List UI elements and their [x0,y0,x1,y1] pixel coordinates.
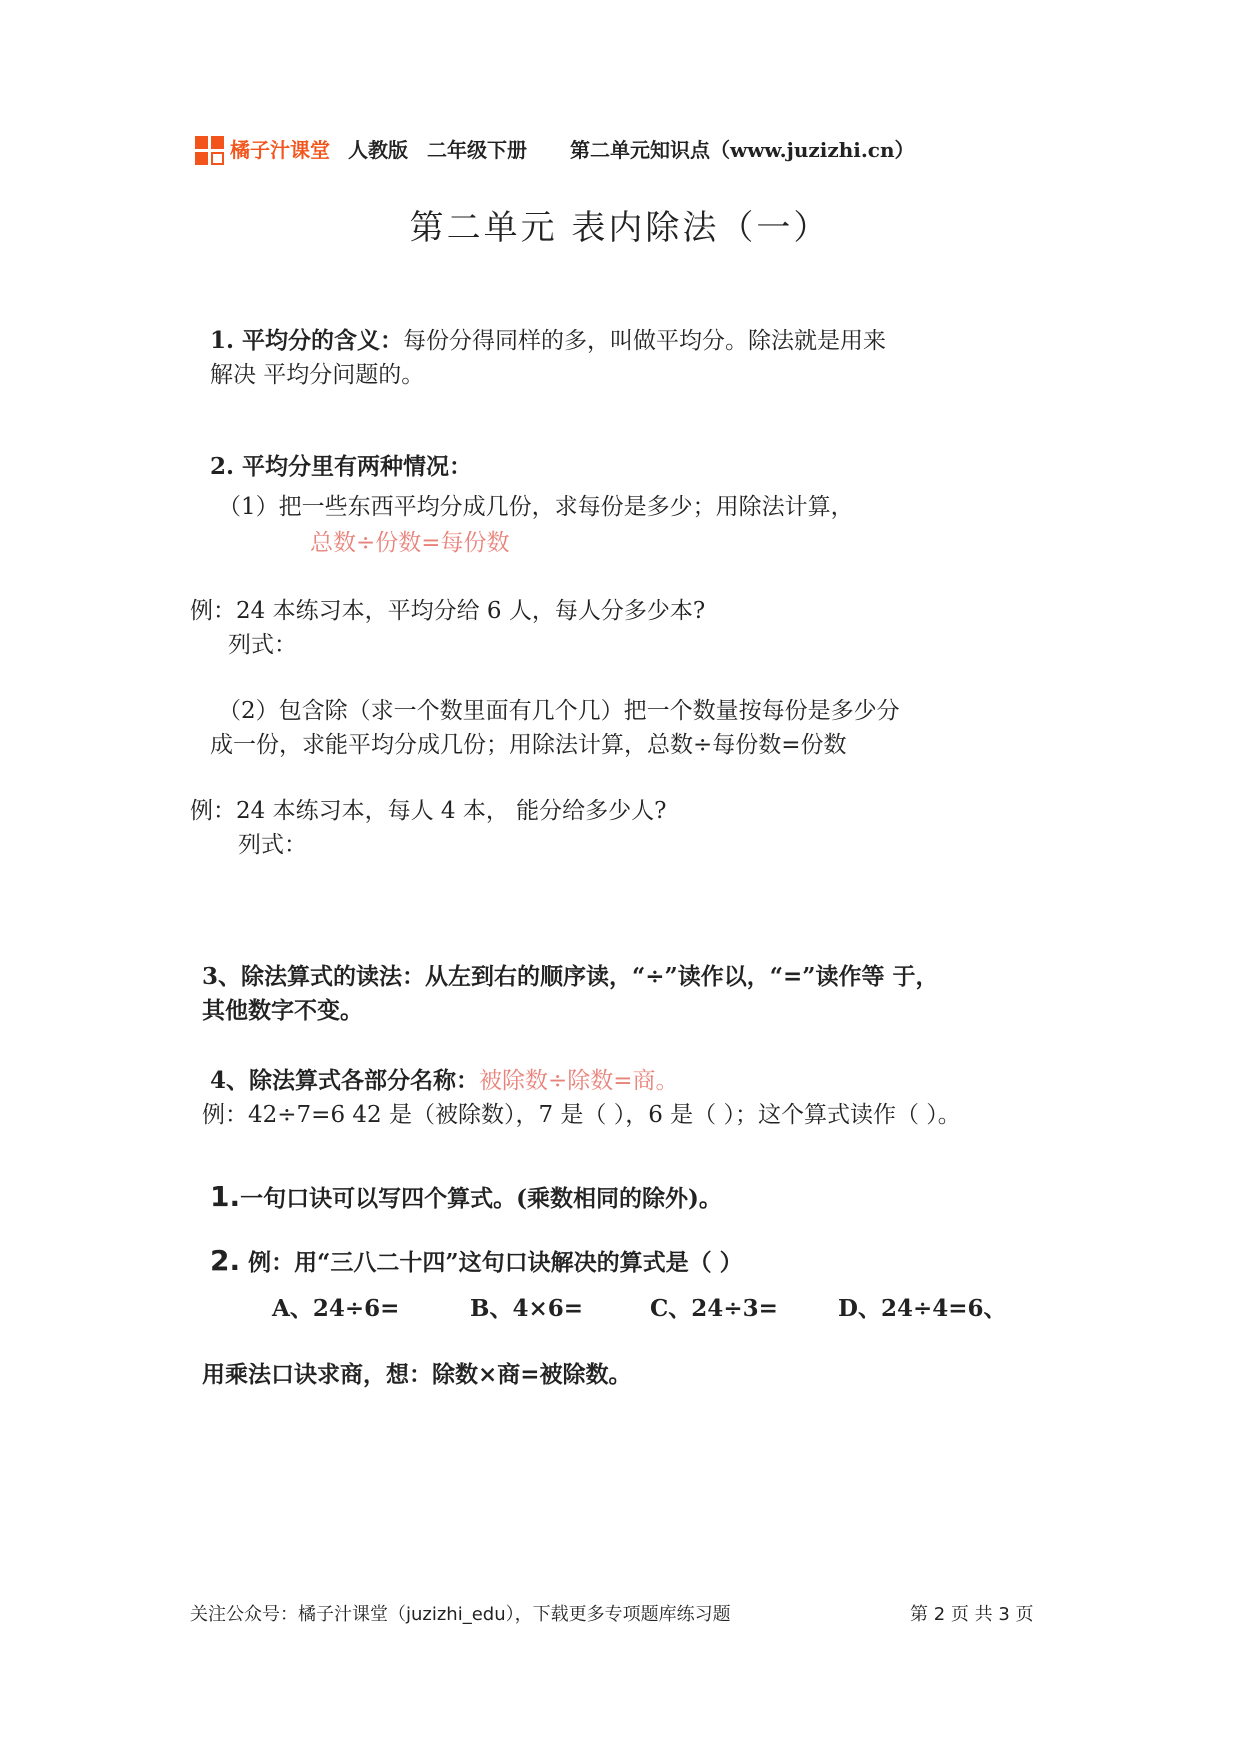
section-4-label: 4、除法算式各部分名称： [210,1067,480,1094]
section-1-label: 1. 平均分的含义： [210,327,404,354]
case-1-text: （1）把一些东西平均分成几份，求每份是多少；用除法计算， [218,494,854,520]
brand-name: 橘子汁课堂 [230,138,330,162]
section-1-text: 每份分得同样的多，叫做平均分。除法就是用来 [403,328,887,354]
section-4-example: 例：42÷7=6 42 是（被除数），7 是（ ），6 是（ ）；这个算式读作（ ）。 [202,1102,961,1128]
tip-2-option-c: C、24÷3= [650,1295,778,1322]
header-edition: 人教版 [348,138,408,162]
section-2-heading: 2. 平均分里有两种情况： [210,453,473,480]
case-2-line-1: （2）包含除（求一个数里面有几个几）把一个数量按每份是多少分 [218,698,900,724]
case-2-line-2: 成一份，求能平均分成几份；用除法计算，总数÷每份数=份数 [210,732,847,758]
tip-2-text: 例：用“三八二十四”这句口诀解决的算式是（ ） [248,1249,743,1276]
tip-2-option-a: A、24÷6= [272,1295,400,1322]
case-1-formula: 总数÷份数=每份数 [310,530,510,556]
closing-note: 用乘法口诀求商，想：除数×商=被除数。 [202,1361,632,1388]
tip-1-number: 1. [210,1180,241,1213]
section-4-formula: 被除数÷除数=商。 [479,1068,679,1094]
section-4-line-1 [210,1062,679,1095]
brand-logo-icon [195,136,225,166]
tip-2-option-d: D、24÷4=6、 [838,1295,1007,1322]
section-3-line-1: 3、除法算式的读法：从左到右的顺序读，“÷”读作以，“=”读作等 于， [202,963,939,990]
example-2-formula: 列式： [238,832,307,858]
footer-promo: 关注公众号：橘子汁课堂（juzizhi_edu），下载更多专项题库练习题 [190,1604,731,1625]
section-1-line-1 [210,322,886,355]
example-1: 例：24 本练习本，平均分给 6 人，每人分多少本? [190,598,706,624]
tip-1-text: 一句口诀可以写四个算式。(乘数相同的除外)。 [240,1185,722,1212]
tip-1 [210,1180,722,1213]
page-title: 第二单元 表内除法（一） [409,208,831,248]
tip-2 [210,1244,743,1277]
section-1-line-2: 解决 平均分问题的。 [210,362,425,388]
example-1-formula: 列式： [228,632,297,658]
tip-2-option-b: B、4×6= [470,1295,583,1322]
page-number: 第 2 页 共 3 页 [910,1604,1034,1625]
tip-2-number: 2. [210,1244,241,1277]
example-2: 例：24 本练习本，每人 4 本， 能分给多少人? [190,798,667,824]
header-grade: 二年级下册 [427,138,527,162]
header-topic: 第二单元知识点（www.juzizhi.cn） [570,138,915,162]
section-3-line-2: 其他数字不变。 [202,997,363,1024]
